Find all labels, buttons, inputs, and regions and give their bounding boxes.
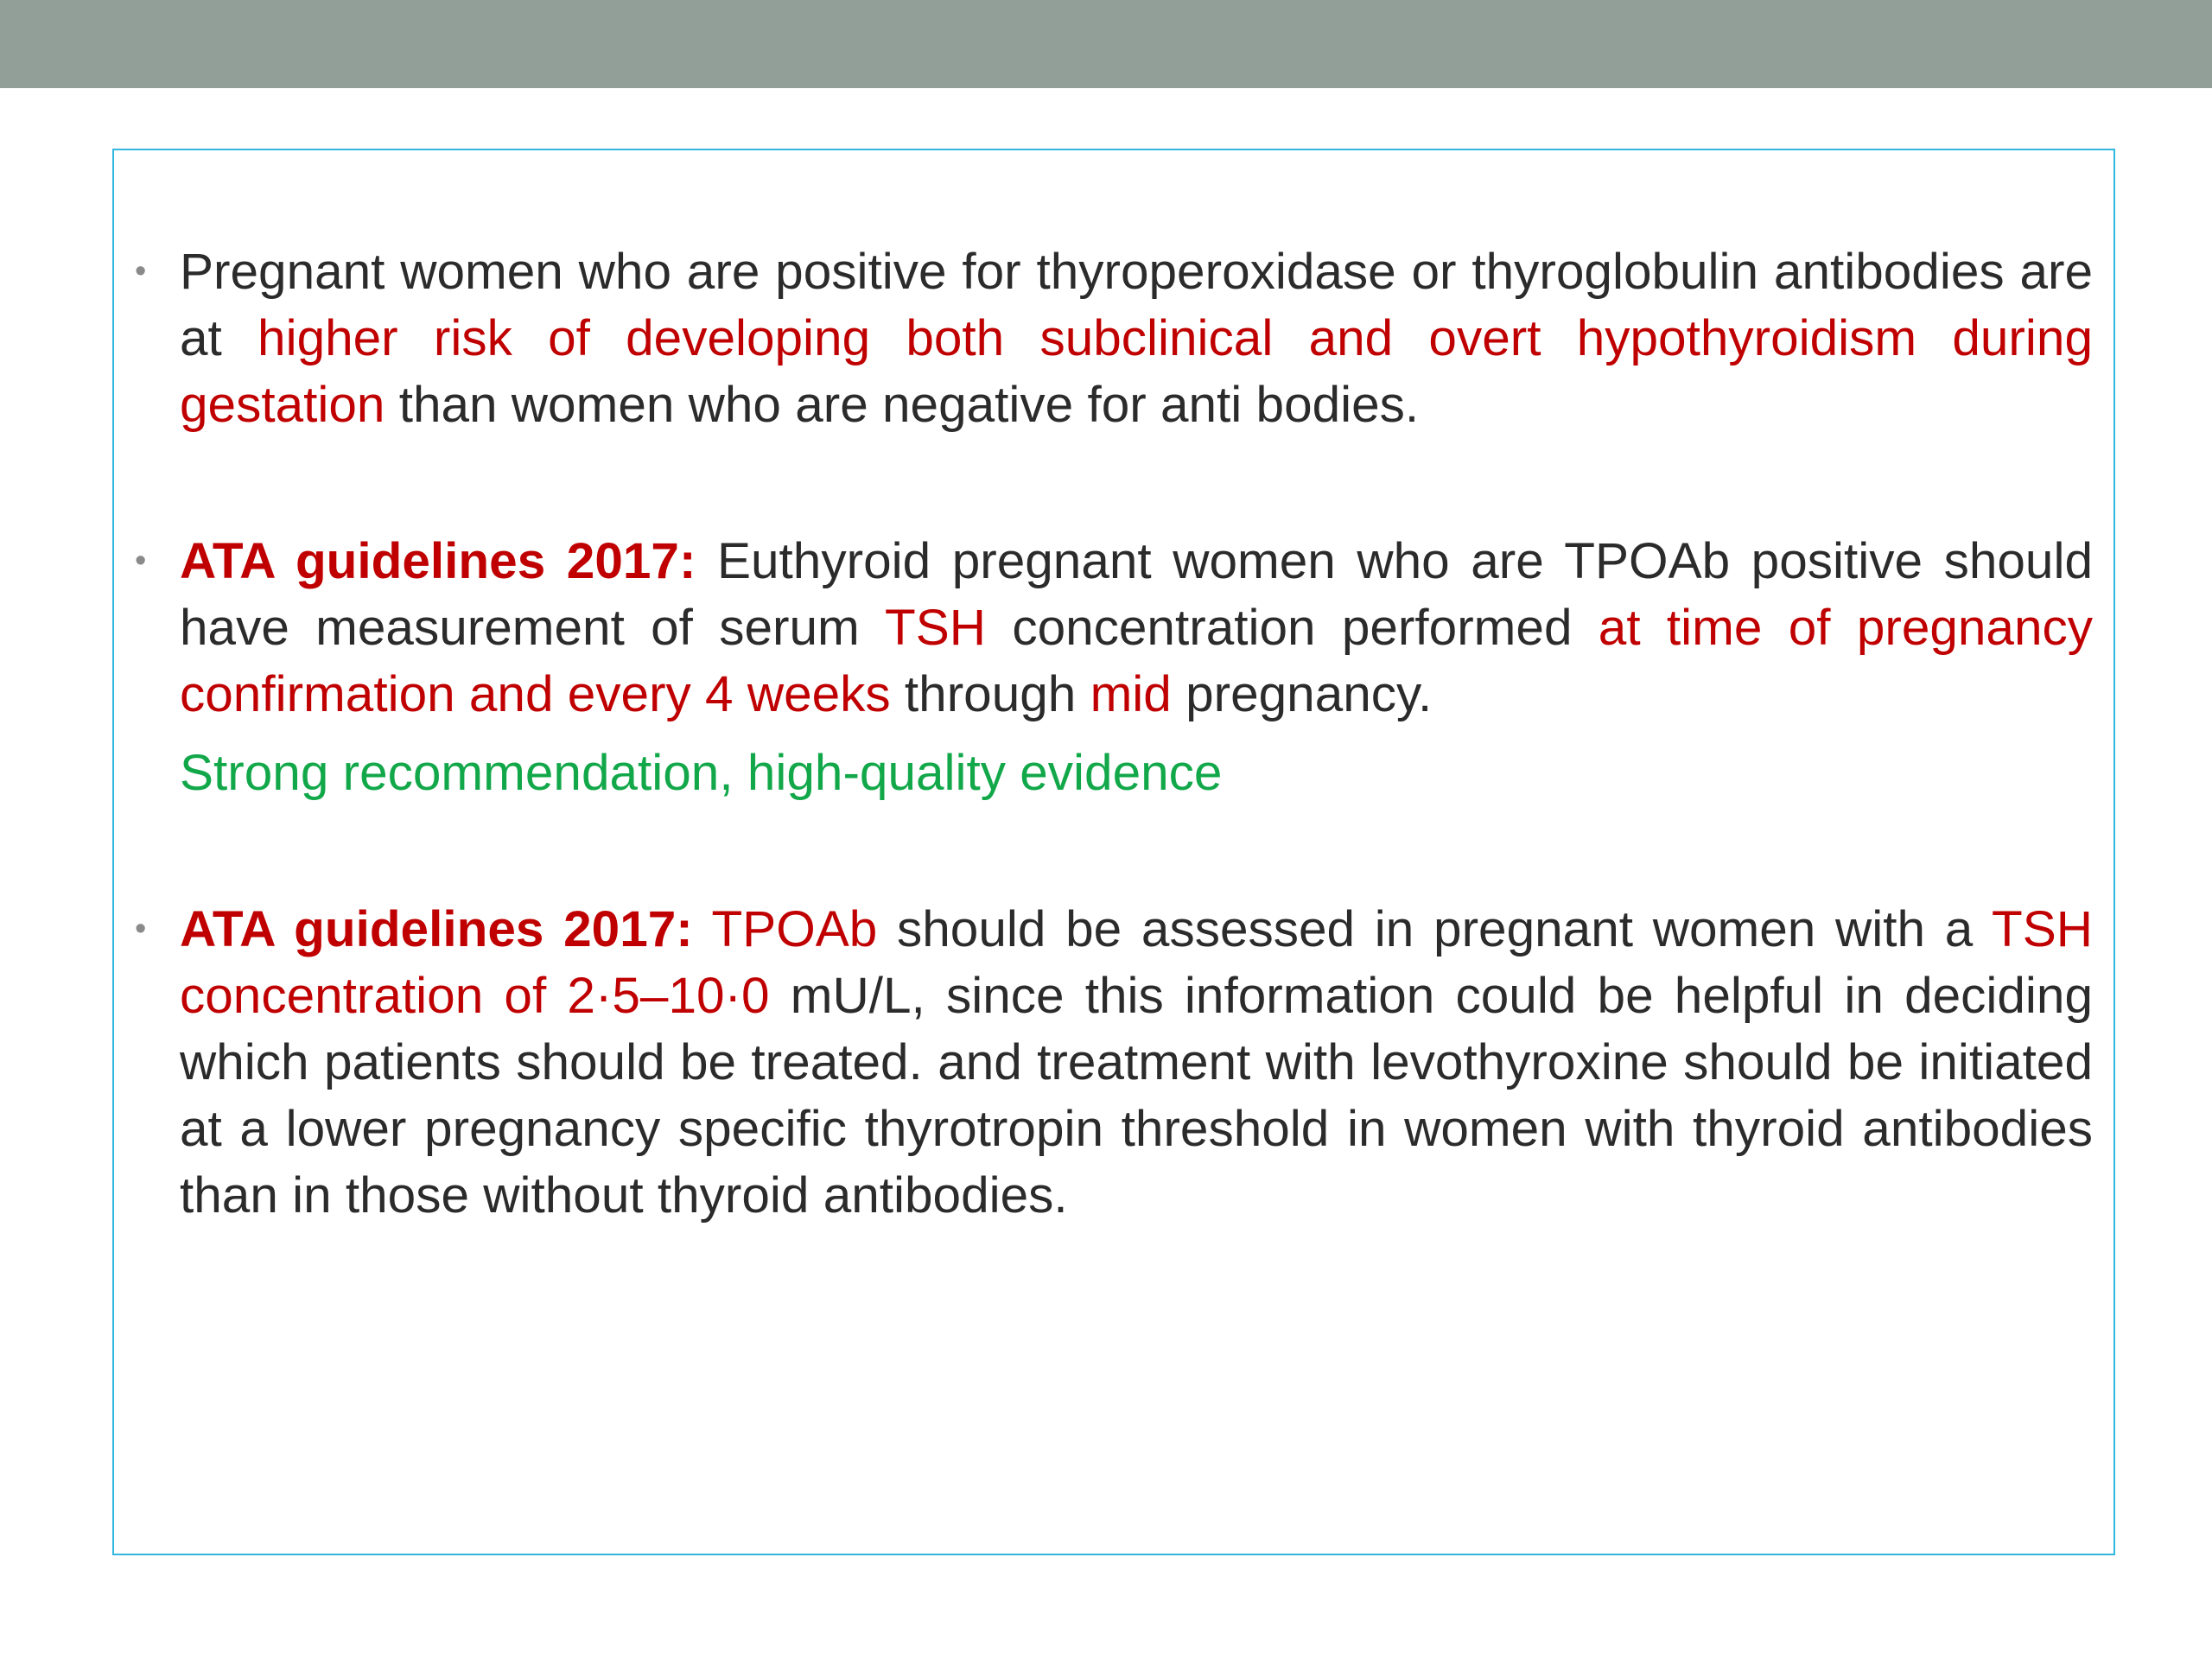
bullet-item-antibody-risk [135, 238, 2093, 438]
text-segment: Pregnant women who are positive for thyroperoxidase or thyroglobulin antibodies are at [180, 244, 2093, 366]
highlight-segment: TSH [885, 600, 987, 656]
highlight-segment: mid [1090, 666, 1172, 722]
text-segment: Euthyroid pregnant women who are TPOAb positive should have measurement of serum [180, 533, 2093, 656]
guideline-label: ATA guidelines 2017: [180, 901, 693, 957]
bullet-text [180, 244, 2093, 433]
bullet-dot-icon: • [135, 253, 147, 289]
highlight-segment: TPOAb [711, 901, 878, 957]
bullet-item-tsh-monitoring [135, 528, 2093, 806]
bullet-dot-icon: • [135, 911, 147, 947]
header-band [0, 0, 2212, 88]
highlight-segment: TSH concentration of 2·5–10·0 [180, 901, 2093, 1024]
bullet-list [135, 238, 2093, 1229]
highlight-segment: higher risk of developing both subclinical and overt hypothyroidism during gestation [180, 310, 2093, 433]
bullet-text [180, 533, 2093, 722]
highlight-segment: at time of pregnancy confirmation and every 4 weeks [180, 600, 2094, 722]
evidence-grade: Strong recommendation, high-quality evidence [180, 745, 1223, 801]
text-segment: mU/L, since this information could be helpful in deciding which patients should be treated. and treatment with levothyroxine should be initiated at a lower pregnancy specific thyrotropin threshold in women with thyroid antibodies than in those without thyroid antibodies. [180, 968, 2093, 1224]
text-segment: concentration performed [986, 600, 1599, 656]
text-segment: pregnancy. [1171, 666, 1433, 722]
guideline-label: ATA guidelines 2017: [180, 533, 696, 589]
bullet-text [180, 901, 2093, 1224]
text-segment: through [890, 666, 1090, 722]
text-segment: should be assessed in pregnant women with a [877, 901, 1992, 957]
text-segment: than women who are negative for anti bodies. [385, 377, 1420, 433]
bullet-item-tpoab-assessment [135, 896, 2093, 1229]
bullet-dot-icon: • [135, 543, 147, 579]
text-segment [693, 901, 712, 957]
